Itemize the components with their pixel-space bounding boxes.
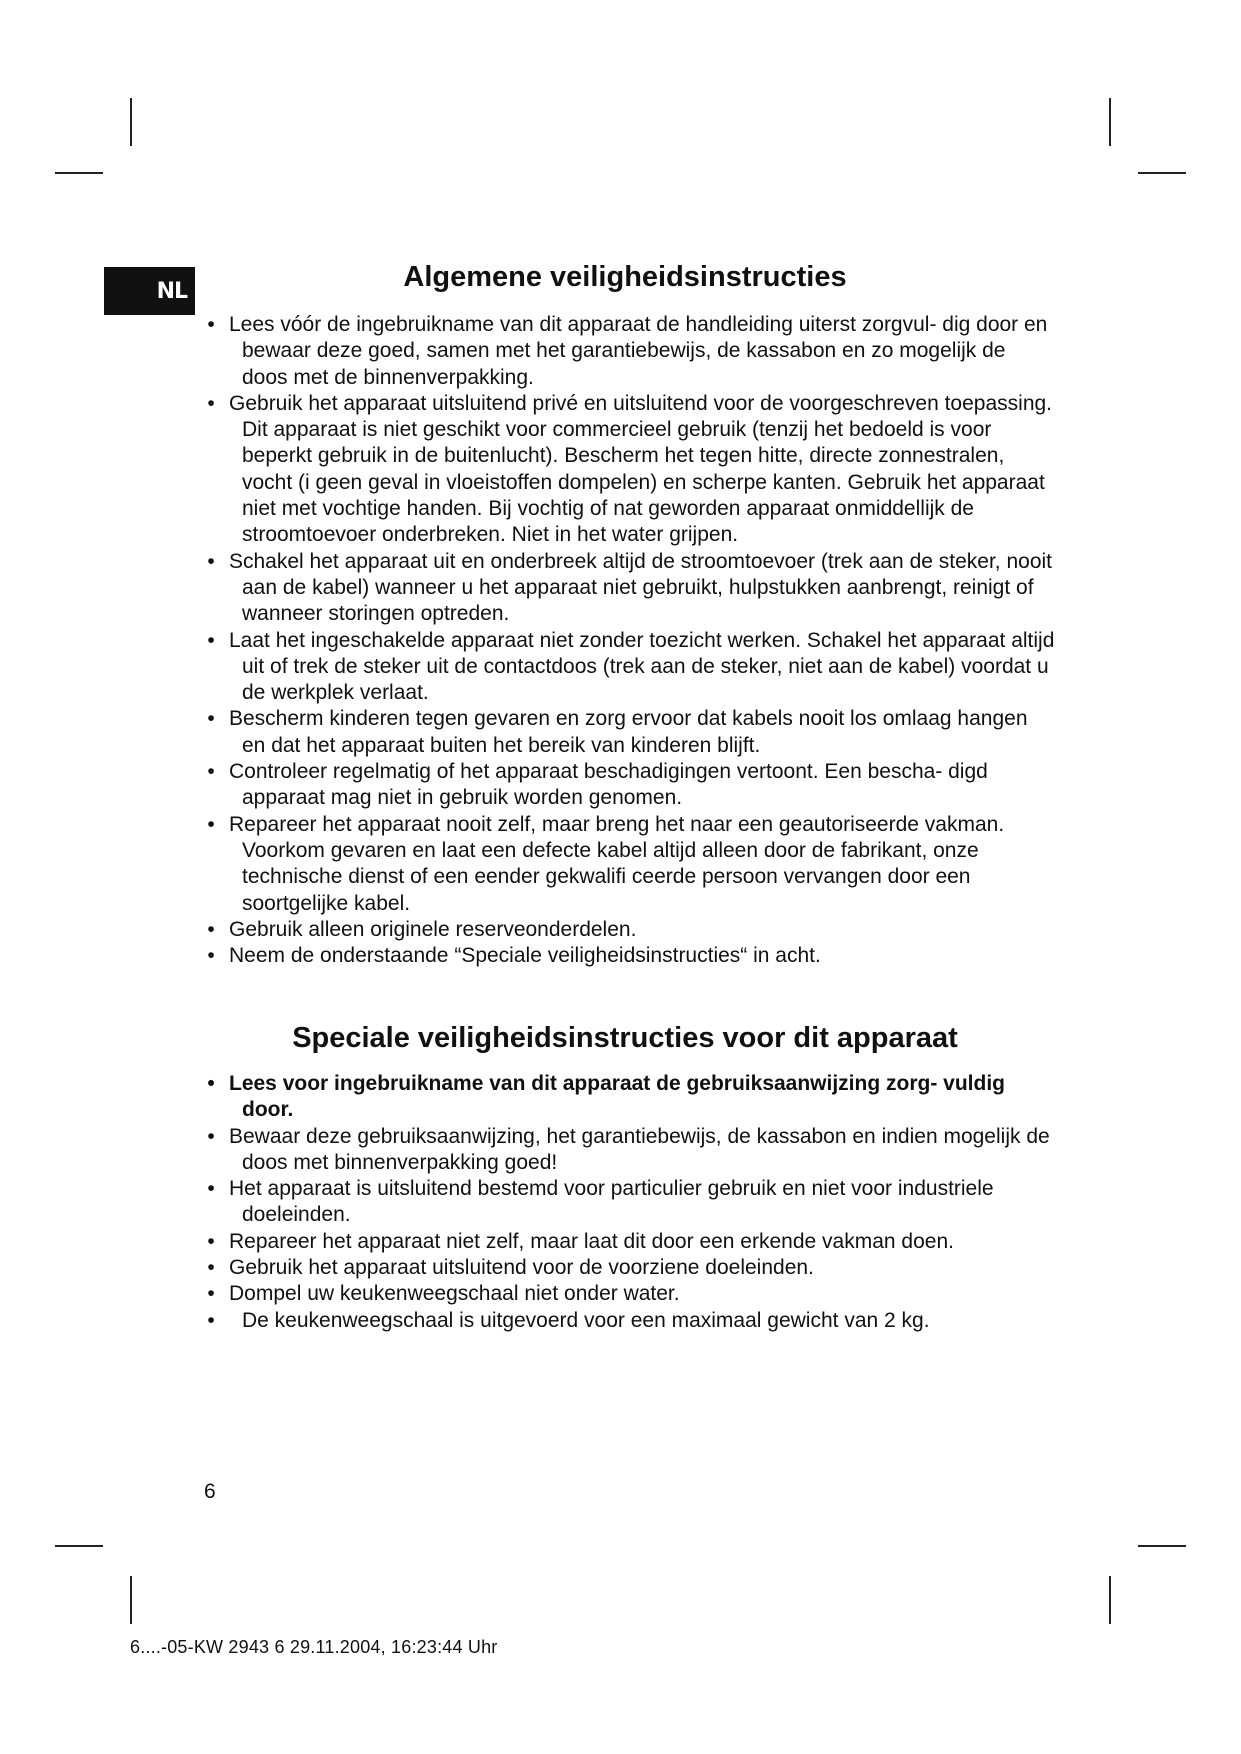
list-item xyxy=(205,759,1055,812)
list-item xyxy=(205,1176,1055,1229)
bullet-icon: • xyxy=(207,917,215,941)
bullet-icon: • xyxy=(207,1308,215,1332)
list-item xyxy=(205,1124,1055,1177)
crop-mark-top-left-vertical xyxy=(130,98,132,146)
bullet-icon: • xyxy=(207,1256,215,1280)
language-tab: NL xyxy=(104,267,195,315)
list-item xyxy=(205,1229,1055,1255)
list-item xyxy=(205,628,1055,707)
bullet-icon: • xyxy=(207,944,215,968)
list-item-text: Bescherm kinderen tegen gevaren en zorg ervoor dat kabels nooit los omlaag hangen en dat het apparaat buiten het bereik van kinderen blijft. xyxy=(229,707,1028,757)
bullet-icon: • xyxy=(207,628,215,652)
list-item-text: Neem de onderstaande “Speciale veiligheidsinstructies“ in acht. xyxy=(229,944,821,968)
list-item xyxy=(205,391,1055,549)
list-item xyxy=(205,1308,1055,1334)
crop-mark-top-left-horizontal xyxy=(55,172,103,174)
list-item-text: Laat het ingeschakelde apparaat niet zonder toezicht werken. Schakel het apparaat altijd uit of trek de steker uit de contactdoos (trek aan de steker, niet aan de kabel) voordat u de werkplek verlaat. xyxy=(229,628,1055,705)
list-item-text: Lees voor ingebruikname van dit apparaat de gebruiksaanwijzing zorg- vuldig door. xyxy=(229,1072,1005,1122)
bullet-icon: • xyxy=(207,1282,215,1306)
bullet-icon: • xyxy=(207,707,215,731)
list-item-text: Gebruik het apparaat uitsluitend privé en uitsluitend voor de voorgeschreven toepassing. Dit apparaat is niet geschikt voor commercieel gebruik (tenzij het bedoeld is voor beperkt gebruik in de buitenlucht). Bescherm het tegen hitte, directe zonnestralen, vocht (i geen geval in vloeistoffen dompelen) en scherpe kanten. Gebruik het apparaat niet met vochtige handen. Bij vochtig of nat geworden apparaat onmiddellijk de stroomtoevoer onderbreken. Niet in het water grijpen. xyxy=(229,391,1053,547)
page-number: 6 xyxy=(204,1480,216,1503)
crop-mark-bottom-left-horizontal xyxy=(55,1545,103,1547)
bullet-icon: • xyxy=(207,391,215,415)
crop-mark-bottom-left-vertical xyxy=(130,1576,132,1624)
bullet-icon: • xyxy=(207,1072,215,1095)
general-safety-list xyxy=(205,312,1055,969)
list-item-text: Schakel het apparaat uit en onderbreek altijd de stroomtoevoer (trek aan de steker, nooit aan de kabel) wanneer u het apparaat niet gebruikt, hulpstukken aanbrengt, reinigt of wanneer storingen optreden. xyxy=(229,549,1052,626)
list-item xyxy=(205,1281,1055,1307)
list-item-text: Gebruik het apparaat uitsluitend voor de voorziene doeleinden. xyxy=(229,1256,814,1280)
list-item-text: Het apparaat is uitsluitend bestemd voor particulier gebruik en niet voor industriele doeleinden. xyxy=(229,1177,994,1227)
bullet-icon: • xyxy=(207,549,215,573)
bullet-icon: • xyxy=(207,812,215,836)
list-item-text: Repareer het apparaat nooit zelf, maar breng het naar een geautoriseerde vakman. Voorkom gevaren en laat een defecte kabel altijd alleen door de fabrikant, onze technische dienst of een eender gekwalifi ceerde persoon vervangen door een soortgelijke kabel. xyxy=(229,812,1005,915)
crop-mark-bottom-right-horizontal xyxy=(1138,1545,1186,1547)
print-info-footer: 6....-05-KW 2943 6 29.11.2004, 16:23:44 Uhr xyxy=(130,1637,498,1657)
list-item-text: De keukenweegschaal is uitgevoerd voor een maximaal gewicht van 2 kg. xyxy=(242,1308,930,1332)
list-item xyxy=(205,812,1055,917)
special-safety-heading: Speciale veiligheidsinstructies voor dit apparaat xyxy=(292,1022,958,1054)
list-item xyxy=(205,917,1055,943)
list-item xyxy=(205,1071,1055,1124)
bullet-icon: • xyxy=(207,760,215,784)
bullet-icon: • xyxy=(207,313,215,336)
list-item-text: Controleer regelmatig of het apparaat beschadigingen vertoont. Een bescha- digd apparaat mag niet in gebruik worden genomen. xyxy=(229,760,988,810)
bullet-icon: • xyxy=(207,1229,215,1253)
list-item-text: Bewaar deze gebruiksaanwijzing, het garantiebewijs, de kassabon en indien mogelijk de doos met binnenverpakking goed! xyxy=(229,1124,1050,1174)
list-item-text: Lees vóór de ingebruikname van dit apparaat de handleiding uiterst zorgvul- dig door en bewaar deze goed, samen met het garantiebewijs, de kassabon en zo mogelijk de doos met de binnenverpakking. xyxy=(229,313,1048,389)
bullet-icon: • xyxy=(207,1177,215,1201)
list-item xyxy=(205,1255,1055,1281)
special-safety-list xyxy=(205,1071,1055,1334)
list-item xyxy=(205,312,1055,391)
list-item-text: Repareer het apparaat niet zelf, maar laat dit door een erkende vakman doen. xyxy=(229,1229,954,1253)
bullet-icon: • xyxy=(207,1124,215,1148)
list-item-text: Dompel uw keukenweegschaal niet onder water. xyxy=(229,1282,680,1306)
list-item xyxy=(205,706,1055,759)
list-item xyxy=(205,549,1055,628)
list-item xyxy=(205,943,1055,969)
crop-mark-top-right-horizontal xyxy=(1138,172,1186,174)
general-safety-heading: Algemene veiligheidsinstructies xyxy=(403,261,847,293)
crop-mark-top-right-vertical xyxy=(1109,98,1111,146)
crop-mark-bottom-right-vertical xyxy=(1109,1576,1111,1624)
list-item-text: Gebruik alleen originele reserveonderdelen. xyxy=(229,917,637,941)
